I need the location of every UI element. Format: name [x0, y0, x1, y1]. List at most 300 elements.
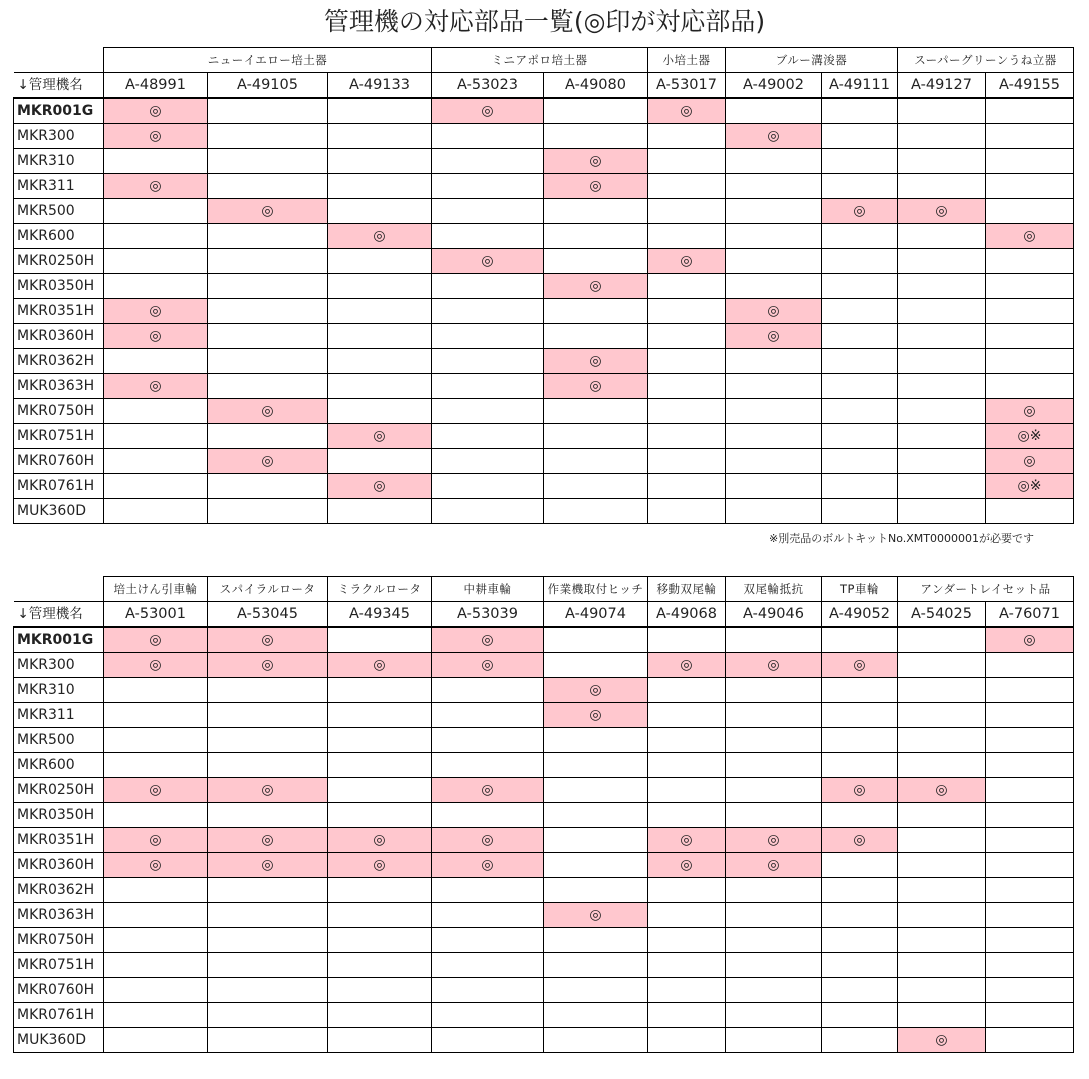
table-cell — [726, 778, 822, 803]
table-cell — [104, 703, 208, 728]
table-cell — [822, 753, 898, 778]
group-header: スーパーグリーンうね立器 — [898, 48, 1074, 73]
table-cell — [898, 124, 986, 149]
table-cell — [208, 953, 328, 978]
compatible-mark: ◎ — [208, 778, 328, 803]
table-cell — [104, 903, 208, 928]
table-cell — [986, 249, 1074, 274]
table-cell — [208, 149, 328, 174]
table-row — [14, 199, 1074, 224]
machine-name: MUK360D — [14, 1028, 104, 1053]
compatible-mark: ◎ — [104, 627, 208, 653]
table-row — [14, 753, 1074, 778]
table-cell — [726, 374, 822, 399]
table-cell — [648, 778, 726, 803]
part-code-header: A-49080 — [544, 73, 648, 99]
table-cell — [648, 224, 726, 249]
table-cell — [648, 678, 726, 703]
table-cell — [208, 803, 328, 828]
table-cell — [328, 98, 432, 124]
table-cell — [822, 224, 898, 249]
table-cell — [726, 903, 822, 928]
table-cell — [432, 349, 544, 374]
compatible-mark: ◎ — [822, 778, 898, 803]
table-cell — [432, 199, 544, 224]
table-cell — [898, 424, 986, 449]
table-cell — [432, 753, 544, 778]
table-cell — [104, 424, 208, 449]
table-cell — [986, 853, 1074, 878]
table-cell — [208, 349, 328, 374]
compatible-mark: ◎ — [726, 828, 822, 853]
table-cell — [898, 878, 986, 903]
table-cell — [544, 828, 648, 853]
table-row — [14, 374, 1074, 399]
part-code-header: A-53039 — [432, 602, 544, 628]
table-cell — [898, 449, 986, 474]
table-cell — [328, 374, 432, 399]
table-cell — [328, 1003, 432, 1028]
table-cell — [432, 224, 544, 249]
footnote: ※別売品のボルトキットNo.XMT0000001が必要です — [769, 532, 1034, 545]
table-cell — [432, 174, 544, 199]
table-cell — [648, 199, 726, 224]
table-cell — [898, 753, 986, 778]
table-cell — [104, 753, 208, 778]
machine-name: MKR310 — [14, 678, 104, 703]
part-code-header: A-49074 — [544, 602, 648, 628]
machine-name: MKR600 — [14, 753, 104, 778]
table-cell — [898, 703, 986, 728]
part-code-row — [14, 602, 1074, 628]
table-cell — [432, 928, 544, 953]
table-cell — [986, 124, 1074, 149]
group-header: ミニアポロ培土器 — [432, 48, 648, 73]
group-header: 移動双尾輪 — [648, 577, 726, 602]
compatible-mark: ◎ — [328, 474, 432, 499]
compatible-mark: ◎ — [104, 653, 208, 678]
group-header: 培土けん引車輪 — [104, 577, 208, 602]
compatible-mark: ◎ — [898, 778, 986, 803]
table-row — [14, 728, 1074, 753]
table-cell — [104, 803, 208, 828]
table-cell — [328, 199, 432, 224]
table-cell — [822, 149, 898, 174]
machine-name: MKR0750H — [14, 399, 104, 424]
table-cell — [822, 474, 898, 499]
table-cell — [544, 449, 648, 474]
table-cell — [208, 474, 328, 499]
compatible-mark: ◎ — [208, 199, 328, 224]
table-cell — [544, 928, 648, 953]
table-cell — [544, 753, 648, 778]
machine-name: MKR311 — [14, 703, 104, 728]
table-cell — [544, 653, 648, 678]
table-row — [14, 349, 1074, 374]
table-cell — [544, 324, 648, 349]
machine-name: MKR001G — [14, 98, 104, 124]
compatible-mark: ◎ — [822, 828, 898, 853]
table-cell — [986, 978, 1074, 1003]
compatible-mark: ◎※ — [986, 474, 1074, 499]
part-code-header: A-53017 — [648, 73, 726, 99]
table-cell — [432, 978, 544, 1003]
table-cell — [986, 953, 1074, 978]
compatible-mark: ◎ — [648, 98, 726, 124]
table-cell — [432, 149, 544, 174]
table-cell — [822, 374, 898, 399]
table-cell — [822, 98, 898, 124]
table-cell — [822, 324, 898, 349]
table-cell — [648, 399, 726, 424]
group-header: 双尾輪抵抗 — [726, 577, 822, 602]
part-code-header: A-49155 — [986, 73, 1074, 99]
table-cell — [822, 399, 898, 424]
table-cell — [432, 474, 544, 499]
part-code-header: A-76071 — [986, 602, 1074, 628]
machine-name: MKR0351H — [14, 299, 104, 324]
table-cell — [822, 728, 898, 753]
table-cell — [432, 803, 544, 828]
table-cell — [208, 499, 328, 524]
table-row — [14, 98, 1074, 124]
table-cell — [648, 803, 726, 828]
table-cell — [726, 424, 822, 449]
compatible-mark: ◎ — [104, 778, 208, 803]
group-header-row — [14, 48, 1074, 73]
table-cell — [726, 149, 822, 174]
group-header: 小培土器 — [648, 48, 726, 73]
table-cell — [544, 474, 648, 499]
table-cell — [104, 399, 208, 424]
table-cell — [544, 1003, 648, 1028]
table-cell — [898, 828, 986, 853]
table-cell — [726, 499, 822, 524]
table-cell — [208, 424, 328, 449]
table-cell — [328, 324, 432, 349]
table-cell — [432, 1028, 544, 1053]
table-row — [14, 978, 1074, 1003]
part-code-header: A-49068 — [648, 602, 726, 628]
compatible-mark: ◎ — [104, 299, 208, 324]
table-cell — [726, 1028, 822, 1053]
table-cell — [544, 778, 648, 803]
compatible-mark: ◎ — [104, 853, 208, 878]
table-cell — [432, 399, 544, 424]
machine-name-header: ↓管理機名 — [14, 602, 104, 628]
machine-name: MKR0362H — [14, 349, 104, 374]
compatible-mark: ◎ — [898, 199, 986, 224]
table-cell — [726, 627, 822, 653]
compatible-mark: ◎ — [822, 199, 898, 224]
compatible-mark: ◎ — [986, 449, 1074, 474]
table-cell — [208, 728, 328, 753]
table-cell — [648, 349, 726, 374]
table-cell — [104, 449, 208, 474]
table-cell — [986, 828, 1074, 853]
table-cell — [648, 474, 726, 499]
table-row — [14, 424, 1074, 449]
machine-name: MKR0360H — [14, 853, 104, 878]
compatible-mark: ◎ — [208, 627, 328, 653]
part-code-header: A-53045 — [208, 602, 328, 628]
table-cell — [986, 274, 1074, 299]
machine-name: MKR311 — [14, 174, 104, 199]
table-cell — [328, 928, 432, 953]
compatibility-table-1 — [13, 47, 1074, 524]
machine-name: MKR500 — [14, 199, 104, 224]
table-cell — [328, 953, 432, 978]
machine-name: MKR0750H — [14, 928, 104, 953]
table-cell — [898, 174, 986, 199]
machine-name: MKR0362H — [14, 878, 104, 903]
table-cell — [328, 878, 432, 903]
table-cell — [822, 1003, 898, 1028]
compatible-mark: ◎ — [432, 627, 544, 653]
table-cell — [986, 728, 1074, 753]
table-row — [14, 249, 1074, 274]
compatible-mark: ◎ — [208, 449, 328, 474]
table-cell — [208, 249, 328, 274]
table-cell — [544, 499, 648, 524]
table-cell — [648, 878, 726, 903]
table-cell — [432, 424, 544, 449]
compatible-mark: ◎ — [648, 828, 726, 853]
compatible-mark: ◎ — [432, 853, 544, 878]
table-cell — [898, 399, 986, 424]
table-row — [14, 274, 1074, 299]
compatible-mark: ◎ — [898, 1028, 986, 1053]
table-cell — [648, 753, 726, 778]
table-cell — [822, 1028, 898, 1053]
table-row — [14, 678, 1074, 703]
table-cell — [986, 678, 1074, 703]
table-cell — [648, 299, 726, 324]
table-cell — [822, 978, 898, 1003]
table-cell — [208, 324, 328, 349]
header-blank-cell — [14, 48, 104, 73]
table-cell — [986, 878, 1074, 903]
table-cell — [104, 349, 208, 374]
compatible-mark: ◎ — [104, 828, 208, 853]
table-cell — [822, 449, 898, 474]
compatible-mark: ◎ — [544, 678, 648, 703]
table-cell — [986, 199, 1074, 224]
table-cell — [432, 1003, 544, 1028]
table-cell — [822, 953, 898, 978]
machine-name: MKR0360H — [14, 324, 104, 349]
table-cell — [726, 803, 822, 828]
table-row — [14, 1028, 1074, 1053]
table-cell — [822, 299, 898, 324]
table-row — [14, 149, 1074, 174]
table-cell — [726, 98, 822, 124]
table-cell — [104, 199, 208, 224]
table-cell — [822, 124, 898, 149]
table-cell — [898, 803, 986, 828]
table-row — [14, 778, 1074, 803]
compatible-mark: ◎ — [726, 653, 822, 678]
table-cell — [544, 199, 648, 224]
table-cell — [544, 299, 648, 324]
part-code-header: A-49002 — [726, 73, 822, 99]
compatible-mark: ◎ — [208, 399, 328, 424]
table-cell — [726, 274, 822, 299]
table-cell — [986, 803, 1074, 828]
table-row — [14, 853, 1074, 878]
table-cell — [328, 1028, 432, 1053]
compatible-mark: ◎ — [104, 374, 208, 399]
table-cell — [898, 149, 986, 174]
table-cell — [328, 249, 432, 274]
machine-name: MKR0350H — [14, 803, 104, 828]
table-cell — [104, 678, 208, 703]
compatible-mark: ◎ — [432, 778, 544, 803]
table-row — [14, 174, 1074, 199]
table-cell — [544, 627, 648, 653]
table-row — [14, 299, 1074, 324]
table-row — [14, 324, 1074, 349]
compatible-mark: ◎ — [648, 653, 726, 678]
table-cell — [544, 728, 648, 753]
table-cell — [648, 627, 726, 653]
compatible-mark: ◎ — [208, 828, 328, 853]
compatible-mark: ◎ — [726, 124, 822, 149]
table-row — [14, 499, 1074, 524]
table-cell — [544, 878, 648, 903]
compatible-mark: ◎ — [432, 653, 544, 678]
part-code-header: A-49133 — [328, 73, 432, 99]
table-cell — [328, 778, 432, 803]
compatible-mark: ◎ — [544, 149, 648, 174]
table-cell — [726, 224, 822, 249]
table-cell — [544, 853, 648, 878]
table-cell — [104, 149, 208, 174]
table-cell — [726, 978, 822, 1003]
table-cell — [648, 728, 726, 753]
compatible-mark: ◎ — [104, 98, 208, 124]
part-code-header: A-49105 — [208, 73, 328, 99]
machine-name: MKR310 — [14, 149, 104, 174]
compatible-mark: ◎ — [986, 627, 1074, 653]
table-cell — [432, 449, 544, 474]
machine-name: MKR0761H — [14, 1003, 104, 1028]
group-header: 作業機取付ヒッチ — [544, 577, 648, 602]
table-cell — [208, 124, 328, 149]
table-cell — [822, 803, 898, 828]
header-blank-cell — [14, 577, 104, 602]
compatible-mark: ◎ — [328, 424, 432, 449]
part-code-header: A-53001 — [104, 602, 208, 628]
part-code-header: A-48991 — [104, 73, 208, 99]
compatible-mark: ◎ — [544, 903, 648, 928]
table-cell — [986, 349, 1074, 374]
table-cell — [822, 249, 898, 274]
table-cell — [104, 274, 208, 299]
table-cell — [104, 878, 208, 903]
table-cell — [208, 1028, 328, 1053]
table-cell — [328, 299, 432, 324]
compatible-mark: ◎ — [544, 349, 648, 374]
table-cell — [726, 199, 822, 224]
compatible-mark: ◎ — [208, 853, 328, 878]
compatible-mark: ◎ — [328, 653, 432, 678]
table-cell — [328, 124, 432, 149]
table-cell — [208, 903, 328, 928]
table-cell — [648, 324, 726, 349]
table-cell — [328, 678, 432, 703]
table-cell — [648, 1003, 726, 1028]
machine-name: MKR300 — [14, 124, 104, 149]
table-cell — [898, 978, 986, 1003]
table-cell — [822, 424, 898, 449]
table-row — [14, 653, 1074, 678]
table-cell — [726, 249, 822, 274]
table-cell — [898, 728, 986, 753]
table-cell — [648, 928, 726, 953]
machine-name: MKR0351H — [14, 828, 104, 853]
machine-name: MKR600 — [14, 224, 104, 249]
table-cell — [328, 399, 432, 424]
table-cell — [726, 878, 822, 903]
table-row — [14, 703, 1074, 728]
group-header: ニューイエロー培土器 — [104, 48, 432, 73]
table-cell — [986, 1028, 1074, 1053]
table-cell — [648, 1028, 726, 1053]
compatible-mark: ◎ — [648, 853, 726, 878]
table-cell — [328, 499, 432, 524]
table-cell — [208, 678, 328, 703]
table-cell — [726, 449, 822, 474]
part-code-header: A-49046 — [726, 602, 822, 628]
table-cell — [208, 299, 328, 324]
compatible-mark: ◎ — [104, 124, 208, 149]
compatible-mark: ◎※ — [986, 424, 1074, 449]
table-cell — [898, 653, 986, 678]
table-cell — [648, 174, 726, 199]
table-cell — [328, 978, 432, 1003]
table-cell — [986, 1003, 1074, 1028]
part-code-header: A-49111 — [822, 73, 898, 99]
table-cell — [544, 224, 648, 249]
table-cell — [104, 499, 208, 524]
table-row — [14, 1003, 1074, 1028]
table-cell — [898, 1003, 986, 1028]
table-cell — [822, 499, 898, 524]
table-cell — [104, 249, 208, 274]
table-cell — [898, 928, 986, 953]
machine-name: MKR0761H — [14, 474, 104, 499]
table-cell — [822, 703, 898, 728]
table-cell — [898, 249, 986, 274]
compatible-mark: ◎ — [104, 174, 208, 199]
table-cell — [726, 953, 822, 978]
table-cell — [726, 399, 822, 424]
compatible-mark: ◎ — [432, 249, 544, 274]
compatible-mark: ◎ — [544, 374, 648, 399]
table-cell — [432, 499, 544, 524]
table-cell — [822, 349, 898, 374]
machine-name: MKR0363H — [14, 374, 104, 399]
compatible-mark: ◎ — [208, 653, 328, 678]
machine-name: MKR300 — [14, 653, 104, 678]
table-cell — [432, 299, 544, 324]
table-row — [14, 803, 1074, 828]
table-cell — [822, 174, 898, 199]
table-cell — [208, 753, 328, 778]
table-row — [14, 953, 1074, 978]
part-code-header: A-49052 — [822, 602, 898, 628]
